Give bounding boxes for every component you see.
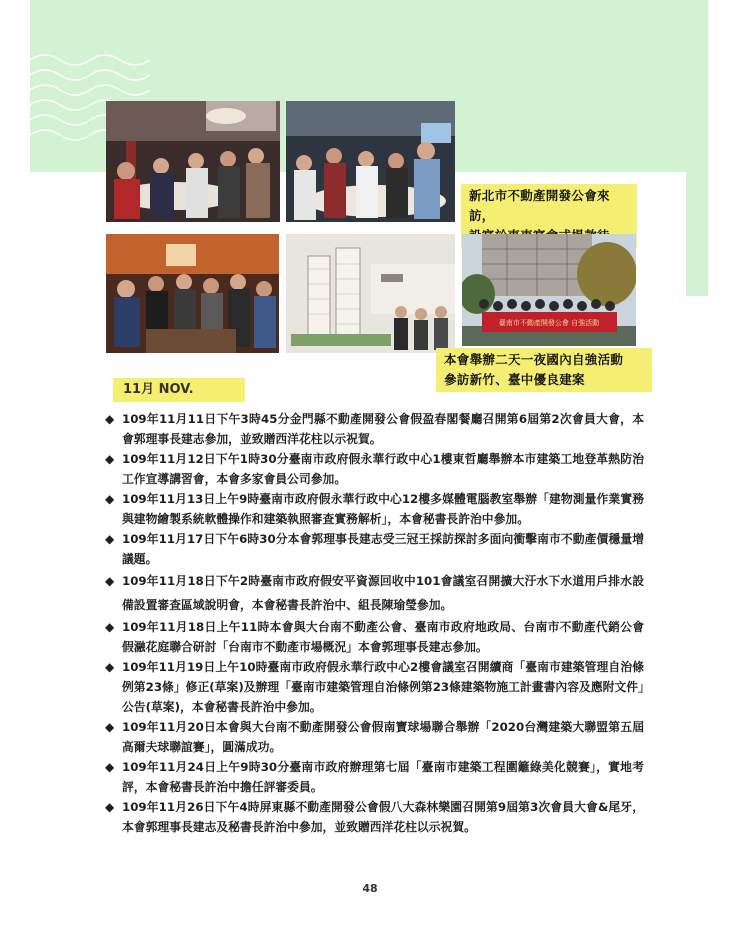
list-item: ◆ 109年11月13日上午9時臺南市政府假永華行政中心12樓多媒體電腦教室舉辦「建物測量作業實務與建物繪製系統軟體操作和建築執照審查實務解析」，本會秘書長許治中參加。: [104, 489, 644, 529]
diamond-bullet-icon: ◆: [105, 760, 115, 774]
photo-banquet-right: [286, 101, 455, 222]
page-number: 48: [362, 882, 378, 895]
green-side-strip: [686, 170, 708, 296]
diamond-bullet-icon: ◆: [105, 660, 115, 674]
caption-trip: [436, 348, 652, 392]
list-item: ◆ 109年11月26日下午4時屏東縣不動產開發公會假八大森林樂園召開第9屆第3次會員大會&尾牙，本會郭理事長建志及秘書長許治中參加，並致贈西洋花柱以示祝賀。: [104, 797, 644, 837]
list-item: ◆ 109年11月18日下午2時臺南市政府假安平資源回收中101會議室召開擴大汙水下水道用戶排水設備設置審查區域說明會，本會秘書長許治中、組長陳瑜瑩參加。: [104, 569, 644, 617]
photo-banquet-left: [106, 101, 280, 222]
diamond-bullet-icon: ◆: [105, 720, 115, 734]
diamond-bullet-icon: ◆: [105, 412, 115, 426]
caption-trip-line1: 本會舉辦二天一夜國內自強活動: [444, 352, 624, 367]
event-list: [104, 409, 644, 837]
list-item: ◆ 109年11月17日下午6時30分本會郭理事長建志受三冠王採訪探討多面向衝擊南市不動產價穩量增議題。: [104, 529, 644, 569]
list-item: ◆ 109年11月24日上午9時30分臺南市政府辦理第七屆「臺南市建築工程圍籬綠美化競賽」，實地考評，本會秘書長許治中擔任評審委員。: [104, 757, 644, 797]
list-item: ◆ 109年11月19日上午10時臺南市政府假永華行政中心2樓會議室召開續商「臺南市建築管理自治條例第23條」修正(草案)及辦理「臺南市建築管理自治條例第23條建築物施工計畫書內容及應附文件」公告(草案)，本會秘書長許治中參加。: [104, 657, 644, 717]
banner-text: 臺南市不動產開發公會 自強活動: [498, 319, 600, 327]
diamond-bullet-icon: ◆: [105, 492, 115, 506]
diamond-bullet-icon: ◆: [105, 574, 115, 588]
caption-visit-line1: 新北市不動產開發公會來訪，: [469, 188, 610, 223]
list-item: ◆ 109年11月12日下午1時30分臺南市政府假永華行政中心1樓東哲廳舉辦本市建築工地登革熱防治工作宣導講習會，本會多家會員公司參加。: [104, 449, 644, 489]
list-item: ◆ 109年11月18日上午11時本會與大台南不動產公會、臺南市政府地政局、台南市不動產代銷公會假瀜花庭聯合研討「台南市不動產市場概況」本會郭理事長建志參加。: [104, 617, 644, 657]
diamond-bullet-icon: ◆: [105, 800, 115, 814]
caption-trip-line2: 參訪新竹、臺中優良建案: [444, 372, 585, 387]
diamond-bullet-icon: ◆: [105, 532, 115, 546]
list-item: ◆ 109年11月20日本會與大台南不動產開發公會假南寶球場聯合舉辦「2020台灣建築大聯盟第五屆高爾夫球聯誼賽」，圓滿成功。: [104, 717, 644, 757]
month-label: 11月 NOV.: [113, 378, 245, 402]
diamond-bullet-icon: ◆: [105, 620, 115, 634]
photo-outdoor-group: [462, 234, 636, 346]
photo-building-model: [286, 234, 455, 353]
photo-group-toast: [106, 234, 279, 353]
list-item: ◆ 109年11月11日下午3時45分金門縣不動產開發公會假盈春閣餐廳召開第6屆第2次會員大會，本會郭理事長建志參加，並致贈西洋花柱以示祝賀。: [104, 409, 644, 449]
diamond-bullet-icon: ◆: [105, 452, 115, 466]
